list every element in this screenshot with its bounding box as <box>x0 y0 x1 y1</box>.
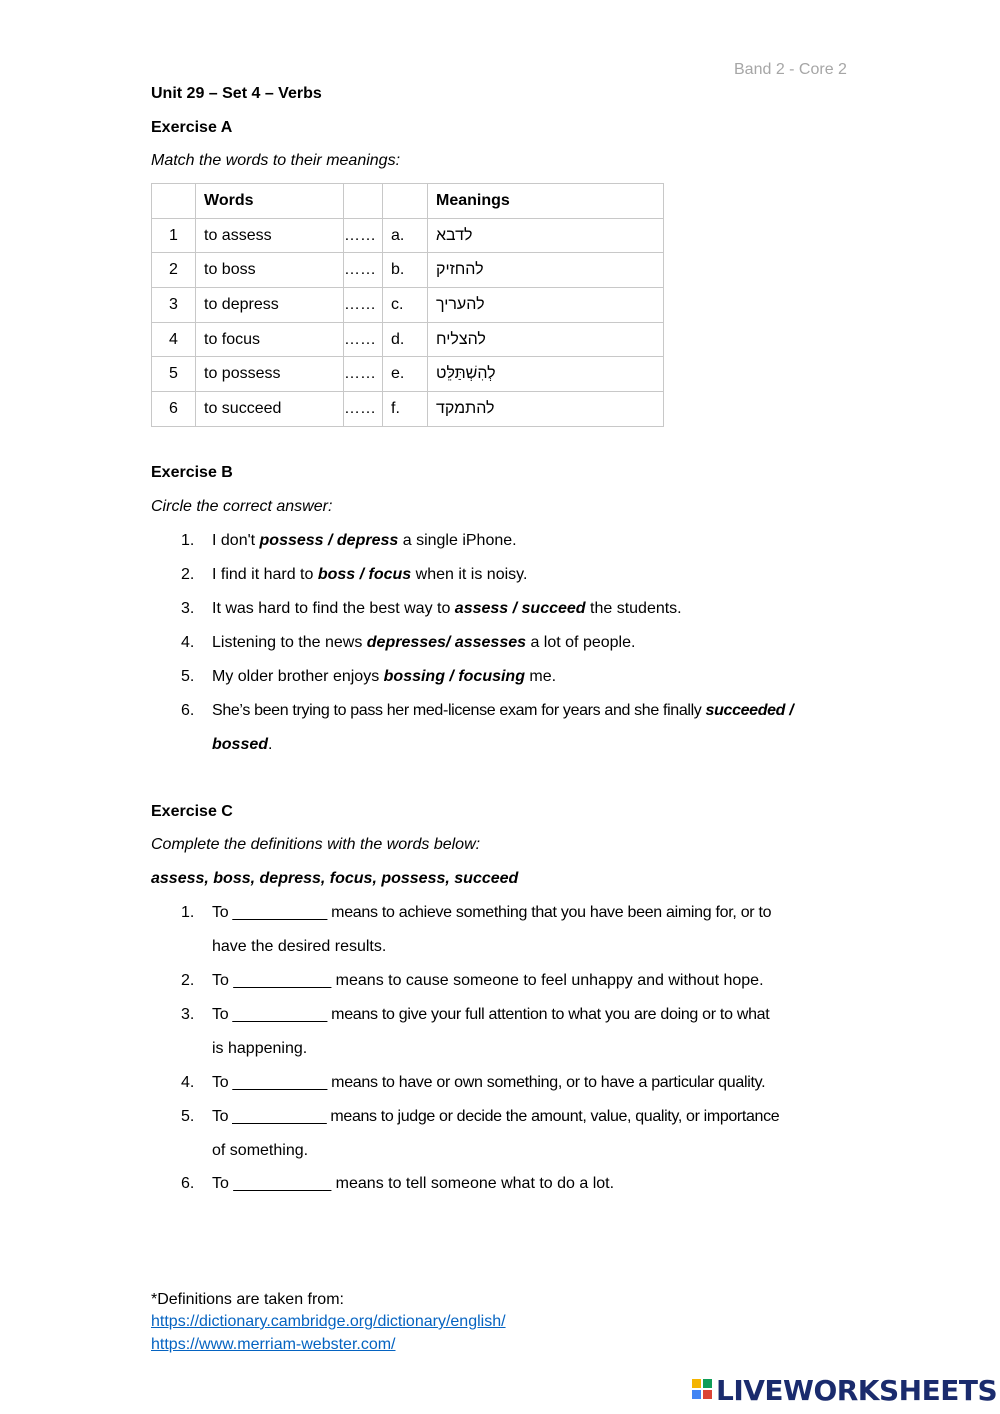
list-item[interactable]: To ___________ means to judge or decide the amount, value, quality, or importance <box>212 1108 780 1125</box>
matching-table <box>151 183 664 427</box>
row-number: 2 <box>152 253 196 288</box>
list-item: Listening to the news depresses/ assesses a lot of people. <box>212 634 636 651</box>
liveworksheets-logo <box>692 1374 997 1406</box>
list-item[interactable]: To ___________ means to cause someone to feel unhappy and without hope. <box>212 972 764 989</box>
exercise-b-instruction: Circle the correct answer: <box>151 498 333 515</box>
answer-choice[interactable]: assess / succeed <box>454 600 586 617</box>
question-number: 6. <box>181 702 195 719</box>
row-word: to possess <box>196 357 344 392</box>
row-word: to assess <box>196 218 344 253</box>
row-word: to boss <box>196 253 344 288</box>
table-row <box>152 357 664 392</box>
answer-choice[interactable]: bossing / focusing <box>383 668 525 685</box>
list-item-continuation: bossed. <box>212 736 273 753</box>
question-number: 5. <box>181 1108 195 1125</box>
exercise-a-instruction: Match the words to their meanings: <box>151 152 401 169</box>
question-number: 6. <box>181 1175 195 1192</box>
row-letter: c. <box>383 288 428 323</box>
question-number: 1. <box>181 532 195 549</box>
table-row <box>152 218 664 253</box>
answer-choice[interactable]: boss / focus <box>317 566 412 583</box>
row-letter: b. <box>383 253 428 288</box>
row-meaning: לְהִשְׁתַּלֵּט <box>436 365 496 383</box>
cambridge-dictionary-link[interactable]: https://dictionary.cambridge.org/dictionary/english/ <box>151 1313 506 1330</box>
answer-blank[interactable]: …… <box>344 218 383 253</box>
liveworksheets-logo-icon <box>692 1379 714 1401</box>
answer-choice[interactable]: possess / depress <box>259 532 399 549</box>
answer-blank[interactable]: …… <box>344 253 383 288</box>
answer-choice[interactable]: succeeded / <box>705 702 794 719</box>
answer-blank[interactable]: …… <box>344 392 383 427</box>
row-letter: e. <box>383 357 428 392</box>
list-item-continuation: of something. <box>212 1142 309 1159</box>
exercise-a-heading: Exercise A <box>151 119 233 136</box>
table-header-row <box>152 184 664 219</box>
header-band-label: Band 2 - Core 2 <box>734 61 847 78</box>
list-item: My older brother enjoys bossing / focusing me. <box>212 668 557 685</box>
question-number: 5. <box>181 668 195 685</box>
list-item[interactable]: To ___________ means to give your full attention to what you are doing or to what <box>212 1006 770 1023</box>
question-number: 2. <box>181 566 195 583</box>
row-number: 1 <box>152 218 196 253</box>
row-meaning: להחזיק <box>436 261 484 279</box>
row-number: 3 <box>152 288 196 323</box>
exercise-c-instruction: Complete the definitions with the words below: <box>151 836 481 853</box>
question-number: 1. <box>181 904 195 921</box>
list-item: I don't possess / depress a single iPhone. <box>212 532 517 549</box>
column-header-meanings: Meanings <box>428 184 664 219</box>
row-number: 5 <box>152 357 196 392</box>
row-letter: a. <box>383 218 428 253</box>
row-letter: d. <box>383 322 428 357</box>
question-number: 3. <box>181 1006 195 1023</box>
list-item: I find it hard to boss / focus when it is noisy. <box>212 566 528 583</box>
answer-blank[interactable]: …… <box>344 357 383 392</box>
table-row <box>152 253 664 288</box>
question-number: 4. <box>181 1074 195 1091</box>
list-item[interactable]: To ___________ means to achieve something that you have been aiming for, or to <box>212 904 772 921</box>
row-meaning: לדבא <box>436 226 473 244</box>
question-number: 3. <box>181 600 195 617</box>
exercise-b-heading: Exercise B <box>151 464 233 481</box>
list-item[interactable]: To ___________ means to have or own something, or to have a particular quality. <box>212 1074 766 1091</box>
table-row <box>152 322 664 357</box>
row-word: to focus <box>196 322 344 357</box>
table-row <box>152 392 664 427</box>
row-number: 4 <box>152 322 196 357</box>
list-item: She’s been trying to pass her med-license exam for years and she finally succeeded / <box>212 702 794 719</box>
row-word: to succeed <box>196 392 344 427</box>
list-item-continuation: is happening. <box>212 1040 308 1057</box>
list-item[interactable]: To ___________ means to tell someone what to do a lot. <box>212 1175 615 1192</box>
answer-blank[interactable]: …… <box>344 322 383 357</box>
merriam-webster-link[interactable]: https://www.merriam-webster.com/ <box>151 1336 396 1353</box>
row-meaning: להעריך <box>436 295 485 313</box>
row-number: 6 <box>152 392 196 427</box>
answer-choice[interactable]: bossed <box>212 736 269 753</box>
row-meaning: להצליח <box>436 330 486 348</box>
answer-choice[interactable]: depresses/ assesses <box>366 634 527 651</box>
sources-note: *Definitions are taken from: <box>151 1291 344 1308</box>
column-header-words: Words <box>196 184 344 219</box>
list-item: It was hard to find the best way to assess / succeed the students. <box>212 600 682 617</box>
page-title: Unit 29 – Set 4 – Verbs <box>151 85 322 102</box>
row-meaning: להתמקד <box>436 399 495 417</box>
row-word: to depress <box>196 288 344 323</box>
question-number: 4. <box>181 634 195 651</box>
word-bank: assess, boss, depress, focus, possess, succeed <box>151 870 519 887</box>
answer-blank[interactable]: …… <box>344 288 383 323</box>
exercise-c-heading: Exercise C <box>151 803 233 820</box>
question-number: 2. <box>181 972 195 989</box>
table-row <box>152 288 664 323</box>
row-letter: f. <box>383 392 428 427</box>
logo-text: LIVEWORKSHEETS <box>716 1373 998 1407</box>
list-item-continuation: have the desired results. <box>212 938 387 955</box>
